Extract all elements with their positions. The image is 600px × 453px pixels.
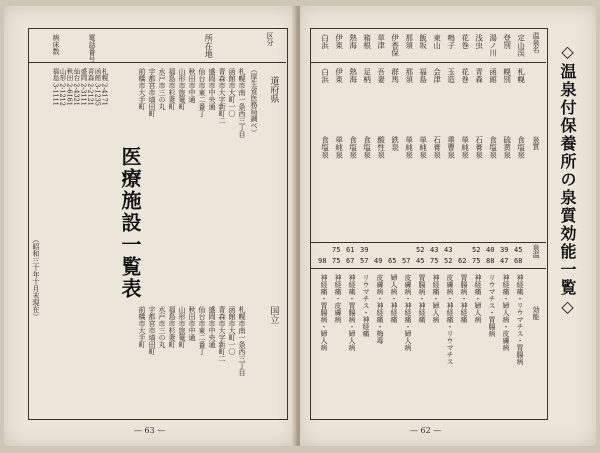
header-quality: 泉質 [532, 136, 541, 150]
spring-name: 伊香保 [390, 34, 400, 57]
spring-effect: 胃腸病・神経痛 [460, 274, 469, 323]
spring-name: 伊東 [334, 34, 344, 49]
spring-place: 幌別 [502, 68, 512, 83]
spring-effect: 神経痛・婦人病 [432, 274, 441, 323]
facility-address-lower: 水戸市三の丸 [158, 306, 167, 348]
facility-address-lower: 札幌市南一条西三丁目 [238, 306, 247, 376]
spring-place: 群馬 [390, 68, 400, 83]
spring-effect: 皮膚病・神経痛・リウマチス [446, 274, 455, 365]
spring-name: 登別 [502, 34, 512, 49]
spring-temp-top: 43 [444, 246, 453, 254]
spring-name: 花巻 [460, 34, 470, 49]
facility-address-lower: 前橋市大手町 [138, 306, 147, 348]
spring-temp-bottom: 47 [500, 257, 509, 265]
spring-quality: 単純泉 [404, 136, 414, 159]
spring-effect: リウマチス・神経痛 [362, 274, 371, 337]
spring-quality: 石膏泉 [432, 136, 442, 159]
spring-place: 白浜 [320, 68, 330, 83]
spring-temp-top: 40 [486, 246, 495, 254]
spring-quality: 単純泉 [418, 136, 428, 159]
spring-place: 熱海 [348, 68, 358, 83]
spring-place: 会津 [432, 68, 442, 83]
spring-temp-top: 61 [346, 246, 355, 254]
spring-place: 那須 [404, 68, 414, 83]
spring-quality: 食塩泉 [516, 136, 526, 159]
spring-name: 定山渓 [516, 34, 526, 57]
spring-effect: リウマチス・胃腸病 [488, 274, 497, 337]
spring-place: 花巻 [460, 68, 470, 83]
subtitle: （厚生省医務局調べ） [250, 66, 259, 136]
facility-address-lower: 福島市杉妻町 [168, 306, 177, 348]
phone-number: 青森 2-2121 [86, 68, 95, 106]
facility-address: 盛岡市中央通 [208, 68, 217, 110]
phone-number: 札幌 2-4171 [100, 68, 109, 106]
spring-quality: 食塩泉 [320, 136, 330, 159]
header-rule-right [310, 62, 546, 63]
spring-name: 鳴子 [446, 34, 456, 49]
spring-temp-bottom: 75 [430, 257, 439, 265]
spring-place: 函館 [488, 68, 498, 83]
spring-temp-top: 52 [472, 246, 481, 254]
facility-address-lower: 宇都宮市塙田町 [148, 306, 157, 355]
temp-rule-top [310, 242, 546, 243]
spring-name: 飯坂 [418, 34, 428, 49]
spring-temp-bottom: 75 [332, 257, 341, 265]
spring-temp-top: 52 [416, 246, 425, 254]
header-beds: 病床数 [52, 34, 61, 55]
spring-effect: 神経痛・皮膚病 [334, 274, 343, 323]
spring-quality: 単純泉 [334, 136, 344, 159]
spring-effect: 神経痛・婦人病・皮膚病 [502, 274, 511, 351]
spring-temp-bottom: 75 [472, 257, 481, 265]
spring-quality: 硫黄泉 [502, 136, 512, 159]
spring-temp-top: 43 [430, 246, 439, 254]
phone-number: 秋田 2-6161 [65, 68, 74, 106]
spring-name: 熱海 [348, 34, 358, 49]
spring-name: 湯ノ川 [488, 34, 498, 57]
spring-place: 吾妻 [376, 68, 386, 83]
spring-place: 玉造 [446, 68, 456, 83]
phone-number: 仙台 2-4321 [72, 68, 81, 106]
facility-address: 秋田市中通 [188, 68, 197, 103]
spring-quality: 石膏泉 [474, 136, 484, 159]
spring-place: 足柄 [362, 68, 372, 83]
facility-address: 宇都宮市塙田町 [148, 68, 157, 117]
phone-number: 山形 2-1212 [58, 68, 67, 106]
spring-temp-top: 45 [514, 246, 523, 254]
spring-quality: 酸性泉 [376, 136, 386, 159]
spring-temp-bottom: 68 [514, 257, 523, 265]
phone-number: 函館 3-1235 [93, 68, 102, 106]
spring-temp-bottom: 49 [374, 257, 383, 265]
facility-address-lower: 盛岡市中央通 [208, 306, 217, 348]
header-phone: 電話番号 [88, 34, 97, 62]
spring-temp-bottom: 57 [402, 257, 411, 265]
spring-temp-bottom: 45 [416, 257, 425, 265]
spring-quality: 食塩泉 [488, 136, 498, 159]
facility-address-lower: 函館市大町一〇 [228, 306, 237, 355]
left-title: 医療施設一覧表 [118, 146, 142, 300]
temp-rule-bottom [310, 268, 546, 269]
phone-number: 盛岡 2-3111 [79, 68, 88, 106]
spring-temp-top: 75 [332, 246, 341, 254]
spring-name: 東山 [432, 34, 442, 49]
right-page [300, 6, 596, 446]
spring-effect: 皮膚病・神経痛・梅毒 [376, 274, 385, 344]
facility-address: 山形市旅篭町 [178, 68, 187, 110]
spring-temp-bottom: 65 [388, 257, 397, 265]
spring-name: 箱根 [362, 34, 372, 49]
spring-effect: 婦人病・神経痛 [390, 274, 399, 323]
spring-name: 那須 [404, 34, 414, 49]
spring-place: 札幌 [516, 68, 526, 83]
spring-place: 青森 [474, 68, 484, 83]
spring-temp-bottom: 98 [318, 257, 327, 265]
phone-number: 福島 3-1111 [51, 68, 60, 106]
page-number-right: — 62 — [410, 426, 442, 435]
facility-address-lower: 山形市旅篭町 [178, 306, 187, 348]
region-label: 区分 [266, 32, 275, 46]
left-page [4, 6, 296, 446]
spring-name: 浅虫 [474, 34, 484, 49]
spring-effect: 神経痛・胃腸病・婦人病 [320, 274, 329, 351]
spring-quality: 単純泉 [460, 136, 470, 159]
spring-name: 草津 [376, 34, 386, 49]
header-spring: 温泉名 [532, 32, 541, 53]
spring-temp-bottom: 88 [486, 257, 495, 265]
spring-quality: 食塩泉 [348, 136, 358, 159]
spring-effect: 神経痛・婦人病 [474, 274, 483, 323]
facility-address: 青森市大字新町二 [218, 68, 227, 124]
spring-quality: 鉄泉 [390, 136, 400, 151]
spring-place: 伊東 [334, 68, 344, 83]
spring-temp-bottom: 62 [458, 257, 467, 265]
facility-address: 福島市杉妻町 [168, 68, 177, 110]
spring-quality: 重曹泉 [446, 136, 456, 159]
facility-address-lower: 青森市大字新町二 [218, 306, 227, 362]
table-frame-right [310, 28, 548, 420]
spring-quality: 食塩泉 [362, 136, 372, 159]
spring-temp-bottom: 57 [360, 257, 369, 265]
section-b: 国立 [268, 306, 279, 324]
spring-temp-top: 39 [360, 246, 369, 254]
page-number-left: — 63 — [134, 426, 166, 435]
facility-address: 札幌市南一条西三丁目 [238, 68, 247, 138]
facility-address: 仙台市東二番丁 [198, 68, 207, 117]
facility-address-lower: 秋田市中通 [188, 306, 197, 341]
section-a: 道府県 [268, 76, 279, 103]
header-temp: 泉温 [532, 244, 541, 258]
spring-temp-bottom: 67 [346, 257, 355, 265]
spring-effect: 皮膚病・神経痛・婦人病 [404, 274, 413, 351]
spring-effect: 神経痛・胃腸病・婦人病 [348, 274, 357, 351]
spring-effect: 神経痛・リウマチス・胃腸病 [516, 274, 525, 365]
right-title: ◇温泉付保養所の泉質効能一覧◇ [558, 42, 577, 318]
spring-effect: 胃腸病・神経痛 [418, 274, 427, 323]
spring-temp-bottom: 52 [444, 257, 453, 265]
facility-address: 函館市大町一〇 [228, 68, 237, 117]
facility-address: 水戸市三の丸 [158, 68, 167, 110]
header-effect: 効能 [532, 306, 541, 320]
note: （昭和三十年十月末現在） [32, 236, 41, 320]
header-rule-left [28, 62, 286, 63]
spring-name: 白浜 [320, 34, 330, 49]
facility-address: 前橋市大手町 [138, 68, 147, 110]
spring-place: 福島 [418, 68, 428, 83]
facility-address-lower: 仙台市東二番丁 [198, 306, 207, 355]
spring-temp-top: 39 [500, 246, 509, 254]
header-name: 所在地 [204, 34, 214, 58]
